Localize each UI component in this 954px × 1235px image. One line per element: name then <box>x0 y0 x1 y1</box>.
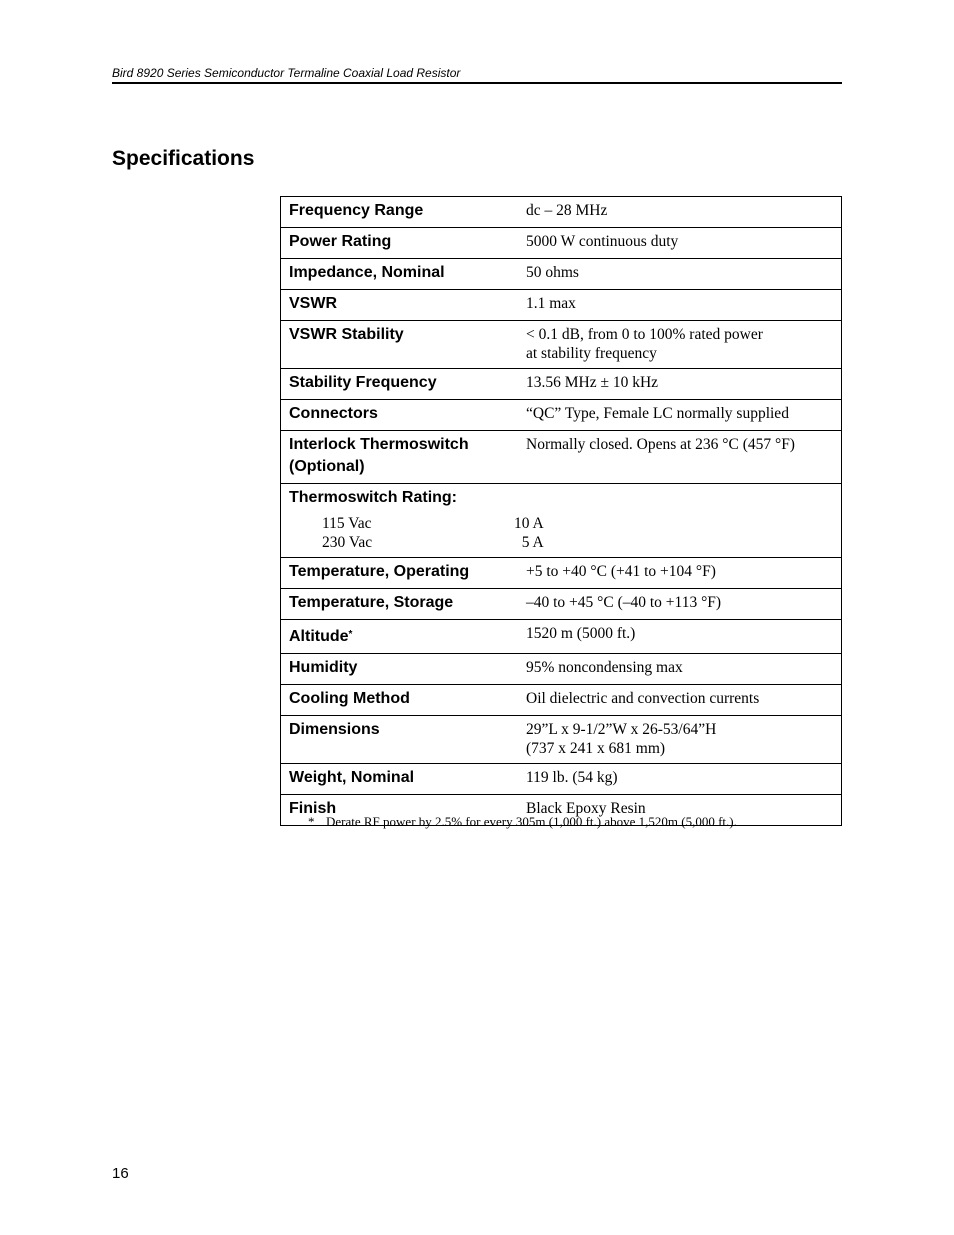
spec-value: Oil dielectric and convection currents <box>517 685 842 716</box>
spec-row-humidity <box>281 654 842 685</box>
spec-row-dimensions <box>281 716 842 764</box>
spec-row-stability-frequency <box>281 369 842 400</box>
spec-name <box>281 620 518 654</box>
spec-value: 119 lb. (54 kg) <box>517 764 842 795</box>
spec-value: +5 to +40 °C (+41 to +104 °F) <box>517 558 842 589</box>
spec-row-power-rating <box>281 228 842 259</box>
spec-name-line: Interlock Thermoswitch <box>289 436 469 453</box>
spec-row-temperature-operating <box>281 558 842 589</box>
footnote-text: Derate RF power by 2.5% for every 305m (1,000 ft.) above 1,520m (5,000 ft.). <box>326 814 737 829</box>
spec-row-impedance <box>281 259 842 290</box>
spec-name: Temperature, Operating <box>281 558 518 589</box>
spec-row-connectors <box>281 400 842 431</box>
spec-row-thermoswitch-rating <box>281 484 842 558</box>
spec-value: Black Epoxy Resin <box>517 795 842 826</box>
footnote-marker: * <box>348 629 353 640</box>
spec-name: Dimensions <box>281 716 518 764</box>
spec-row-altitude <box>281 620 842 654</box>
spec-name: Connectors <box>281 400 518 431</box>
spec-name: Finish <box>281 795 518 826</box>
spec-value: “QC” Type, Female LC normally supplied <box>517 400 842 431</box>
spec-name: Humidity <box>281 654 518 685</box>
spec-name <box>281 431 518 484</box>
footnote <box>308 814 737 830</box>
spec-name: Power Rating <box>281 228 518 259</box>
page-title: Specifications <box>112 147 255 170</box>
spec-value: 95% noncondensing max <box>517 654 842 685</box>
spec-row-interlock-thermoswitch <box>281 431 842 484</box>
spec-value: 5000 W continuous duty <box>517 228 842 259</box>
rating-voltage: 115 Vac <box>322 515 372 532</box>
spec-name: Impedance, Nominal <box>281 259 518 290</box>
specifications-table <box>280 196 842 826</box>
running-header: Bird 8920 Series Semiconductor Termaline Coaxial Load Resistor <box>112 66 461 80</box>
rating-current: 10 A <box>514 515 544 532</box>
spec-row-vswr-stability <box>281 321 842 369</box>
spec-value: Normally closed. Opens at 236 °C (457 °F) <box>517 431 842 484</box>
spec-name: Weight, Nominal <box>281 764 518 795</box>
spec-value: 13.56 MHz ± 10 kHz <box>517 369 842 400</box>
rating-voltages <box>289 514 513 552</box>
spec-name-line: (Optional) <box>289 458 365 475</box>
thermoswitch-rating-cell <box>281 484 842 558</box>
spec-value-line: 29”L x 9-1/2”W x 26-53/64”H <box>526 721 717 738</box>
spec-name: Frequency Range <box>281 197 518 228</box>
spec-value: 1.1 max <box>517 290 842 321</box>
spec-value: 50 ohms <box>517 259 842 290</box>
spec-row-weight <box>281 764 842 795</box>
spec-value: –40 to +45 °C (–40 to +113 °F) <box>517 589 842 620</box>
spec-value <box>517 716 842 764</box>
spec-value-line: (737 x 241 x 681 mm) <box>526 740 666 757</box>
spec-name: VSWR Stability <box>281 321 518 369</box>
rating-currents <box>513 514 544 552</box>
spec-value <box>517 321 842 369</box>
spec-row-frequency-range <box>281 197 842 228</box>
spec-row-cooling-method <box>281 685 842 716</box>
spec-name: Cooling Method <box>281 685 518 716</box>
rating-list <box>289 514 835 552</box>
spec-name: Temperature, Storage <box>281 589 518 620</box>
spec-name: Stability Frequency <box>281 369 518 400</box>
footnote-marker: * <box>308 814 315 829</box>
spec-name-text: Altitude <box>289 628 349 645</box>
spec-name: VSWR <box>281 290 518 321</box>
header-rule <box>112 82 842 84</box>
spec-name: Thermoswitch Rating: <box>289 489 458 506</box>
spec-value-line: at stability frequency <box>526 345 657 362</box>
spec-value: 1520 m (5000 ft.) <box>517 620 842 654</box>
rating-current: 5 A <box>514 534 544 551</box>
spec-value: dc – 28 MHz <box>517 197 842 228</box>
spec-value-line: < 0.1 dB, from 0 to 100% rated power <box>526 326 763 343</box>
spec-row-temperature-storage <box>281 589 842 620</box>
spec-row-vswr <box>281 290 842 321</box>
page-number: 16 <box>112 1165 129 1182</box>
rating-voltage: 230 Vac <box>322 534 373 551</box>
